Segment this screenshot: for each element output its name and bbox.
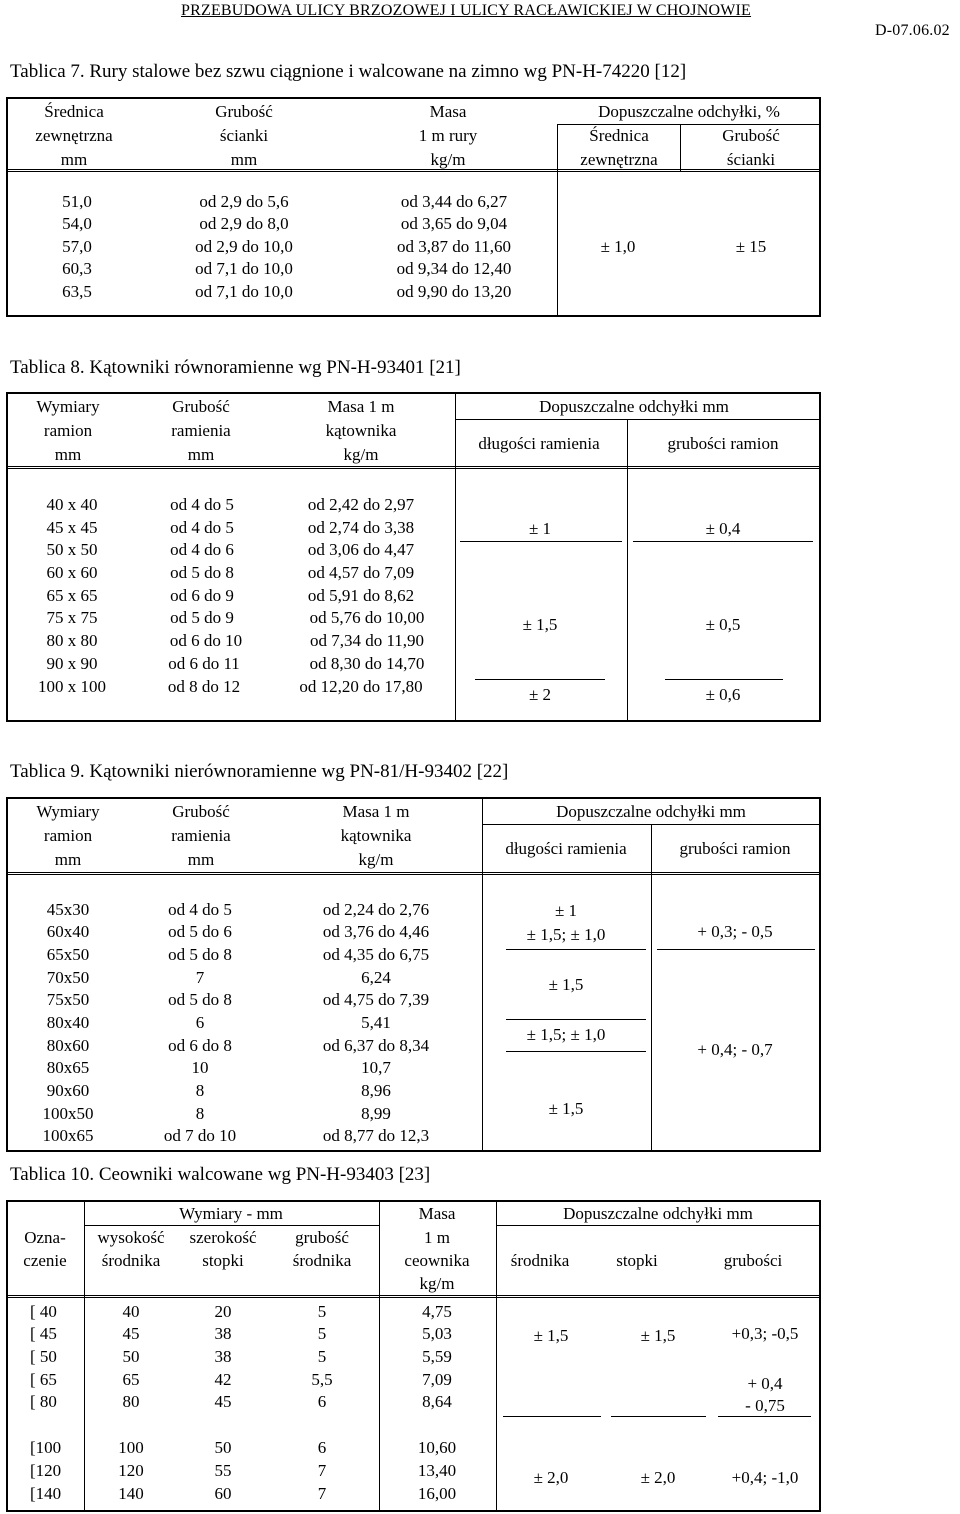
table9-tolerance-thickness: + 0,4; - 0,7 [697,1040,773,1059]
table10-group-separator [611,1416,706,1417]
table9-cell: od 5 do 6 [168,922,232,941]
table9-cell: od 6 do 8 [168,1036,232,1055]
table9-cell: 8 [195,1104,205,1123]
table10-group-separator [503,1416,601,1417]
table10-cell: 6 [317,1438,327,1457]
table7-divider [680,124,681,172]
table10-cell: 50 [214,1438,232,1457]
table10-tolerance-thickness: +0,3; -0,5 [731,1324,799,1343]
table9-header-mass: Masa 1 m [342,802,410,821]
table7-header-separator [6,169,821,172]
table10-header-web-height: wysokość [97,1228,165,1247]
table7-cell: od 9,90 do 13,20 [396,282,512,301]
table9-cell: od 5 do 8 [168,945,232,964]
table8-cell: od 5 do 9 [170,608,234,627]
table9-cell: od 8,77 do 12,3 [322,1126,430,1145]
table10-cell: 7 [317,1461,327,1480]
table8-header-mass: kg/m [343,445,379,464]
table9-cell: 80x65 [46,1058,90,1077]
document-header-title: PRZEBUDOWA ULICY BRZOZOWEJ I ULICY RACŁAWICKIEJ W CHOJNOWIE [181,2,752,19]
table9-tolerance-length: ± 1,5 [548,975,584,994]
table9-cell: 65x50 [46,945,90,964]
table8-tolerance-thickness: ± 0,5 [705,615,741,634]
table10-header-dimensions: Wymiary - mm [179,1204,283,1223]
table7-cell: 60,3 [62,259,92,278]
table10-header-designation: czenie [23,1251,67,1270]
table9-cell: od 7 do 10 [163,1126,237,1145]
table9-divider [651,824,652,1152]
table7-header-diameter: Średnica [44,102,104,121]
table9-header-mass: kg/m [358,850,394,869]
table8-cell: od 3,06 do 4,47 [307,540,415,559]
table10-cell: 38 [214,1324,232,1343]
table8-cell: od 6 do 10 [169,631,243,650]
table8-header-dimensions: Wymiary [36,397,100,416]
table8-cell: od 4,57 do 7,09 [307,563,415,582]
table10-header-web-height: środnika [101,1251,161,1270]
table10-header-mass: 1 m [424,1228,450,1247]
table8-cell: od 6 do 11 [168,654,240,673]
table10-tolerance-thickness: + 0,4 [747,1374,783,1393]
table8-cell: 60 x 60 [46,563,98,582]
table7-header-diameter: zewnętrzna [35,126,113,145]
table10-cell: 20 [214,1302,232,1321]
table10-cell: 4,75 [422,1302,452,1321]
table10-cell: 5,59 [422,1347,452,1366]
table10-header-tol-flange: stopki [616,1251,658,1270]
table8-cell: od 4 do 5 [170,495,234,514]
table10-header-tol-thickness: grubości [723,1251,783,1270]
table9-cell: 8 [195,1081,205,1100]
table10-divider [379,1200,380,1512]
table7-header-tolerances: Dopuszczalne odchyłki, % [598,102,780,121]
table7-header-tol-thickness: ścianki [726,150,776,169]
table9-cell: od 4 do 5 [168,900,232,919]
table9-cell: od 3,76 do 4,46 [322,922,430,941]
table9-cell: 100x65 [42,1126,94,1145]
table8-header-thickness: Grubość [172,397,230,416]
table9-header-tol-length: długości ramienia [505,839,627,858]
table7-cell: 54,0 [62,214,92,233]
table8-header-tol-thickness: grubości ramion [667,434,779,453]
table8-divider [455,392,456,722]
table8-group-separator [665,679,783,680]
table7-cell: od 2,9 do 10,0 [195,237,293,256]
table8-header-dimensions: ramion [43,421,93,440]
document-code: D-07.06.02 [875,22,950,39]
table9-header-tol-thickness: grubości ramion [679,839,791,858]
table7-cell: od 7,1 do 10,0 [195,282,293,301]
table10-header-mass: kg/m [419,1274,455,1293]
table9-header-mass: kątownika [340,826,412,845]
table9-cell: 10 [191,1058,209,1077]
table9-cell: 70x50 [46,968,90,987]
table10-cell: 5,03 [422,1324,452,1343]
table10-cell: 45 [214,1392,232,1411]
table10-cell: 6 [317,1392,327,1411]
table7-cell: od 7,1 do 10,0 [195,259,293,278]
table8-cell: od 7,34 do 11,90 [309,631,425,650]
table7-cell: od 2,9 do 5,6 [199,192,289,211]
table9-cell: 7 [195,968,205,987]
table8-tolerance-length: ± 2 [528,685,552,704]
table8-group-separator [475,679,605,680]
table7-header-mass: 1 m rury [418,126,478,145]
table10-cell: 60 [214,1484,232,1503]
table9-header-thickness: mm [187,850,215,869]
table9-tolerance-length: ± 1,5 [548,1099,584,1118]
table10-header-separator [6,1295,821,1298]
table8-cell: od 2,42 do 2,97 [307,495,415,514]
table10-header-tol-web: środnika [510,1251,570,1270]
table7-header-thickness: ścianki [219,126,269,145]
table8-cell: od 6 do 9 [170,586,234,605]
table9-cell: 75x50 [46,990,90,1009]
table8-title: Tablica 8. Kątowniki równoramienne wg PN-H-93401 [21] [10,357,461,378]
table10-cell: 80 [122,1392,140,1411]
table8-group-separator [633,541,813,542]
table8-cell: 100 x 100 [38,677,106,696]
table7-cell: 51,0 [62,192,92,211]
table10-cell: [100 [30,1438,62,1457]
table10-tolerance-web: ± 1,5 [533,1326,569,1345]
table9-group-separator [506,1019,646,1020]
table8-tolerance-thickness: ± 0,4 [705,519,741,538]
table9-cell: 8,99 [361,1104,391,1123]
table8-header-thickness: ramienia [171,421,231,440]
table8-header-dimensions: mm [54,445,82,464]
table10-cell: 5 [317,1302,327,1321]
table7-cell: od 2,9 do 8,0 [199,214,289,233]
table10-tolerance-flange: ± 2,0 [640,1468,676,1487]
table7-header-thickness: Grubość [215,102,273,121]
table10-title: Tablica 10. Ceowniki walcowane wg PN-H-93403 [23] [10,1164,431,1185]
table10-cell: 45 [122,1324,140,1343]
table9-cell: od 6,37 do 8,34 [322,1036,430,1055]
table7-divider [557,124,821,125]
table10-cell: [ 40 [30,1302,57,1321]
table10-cell: 40 [122,1302,140,1321]
table10-header-flange-width: stopki [202,1251,244,1270]
table9-cell: od 5 do 8 [168,990,232,1009]
table9-group-separator [506,949,646,950]
table7-tolerance-diameter: ± 1,0 [600,237,636,256]
table7-cell: 63,5 [62,282,92,301]
table7-header-diameter: mm [60,150,88,169]
table8-cell: od 2,74 do 3,38 [307,518,415,537]
table7-header-tol-thickness: Grubość [722,126,780,145]
table7-header-thickness: mm [230,150,258,169]
table8-header-mass: Masa 1 m [327,397,395,416]
table7-cell: od 3,65 do 9,04 [400,214,508,233]
table10-cell: 7 [317,1484,327,1503]
table9-tolerance-thickness: + 0,3; - 0,5 [697,922,773,941]
table10-header-mass: Masa [418,1204,456,1223]
table10-cell: 55 [214,1461,232,1480]
table8-cell: od 4 do 5 [170,518,234,537]
table9-cell: 80x60 [46,1036,90,1055]
table10-header-flange-width: szerokość [189,1228,257,1247]
table10-cell: [120 [30,1461,62,1480]
table10-group-separator [718,1416,811,1417]
table10-cell: 65 [122,1370,140,1389]
table9-cell: od 2,24 do 2,76 [322,900,430,919]
table9-header-thickness: Grubość [172,802,230,821]
table10-header-tolerances: Dopuszczalne odchyłki mm [563,1204,753,1223]
table9-cell: 5,41 [361,1013,391,1032]
table10-divider [84,1225,379,1226]
table9-cell: 90x60 [46,1081,90,1100]
table8-cell: 80 x 80 [46,631,98,650]
table9-cell: 10,7 [361,1058,391,1077]
table8-tolerance-length: ± 1 [528,519,552,538]
table8-cell: od 5,91 do 8,62 [307,586,415,605]
table10-cell: 10,60 [417,1438,457,1457]
table10-tolerance-thickness: - 0,75 [745,1396,785,1415]
table9-header-tolerances: Dopuszczalne odchyłki mm [556,802,746,821]
table10-header-designation: Ozna- [24,1228,66,1247]
table9-header-separator [6,872,821,875]
table8-header-separator [6,466,821,469]
table8-header-mass: kątownika [325,421,397,440]
table9-cell: od 4,75 do 7,39 [322,990,430,1009]
table10-cell: 5,5 [311,1370,333,1389]
table8-cell: 40 x 40 [46,495,98,514]
table9-header-dimensions: mm [54,850,82,869]
table10-header-web-thickness: grubość [295,1228,349,1247]
table8-cell: od 5,76 do 10,00 [309,608,425,627]
table8-cell: od 8,30 do 14,70 [309,654,425,673]
table9-cell: 60x40 [46,922,90,941]
table9-divider [482,797,483,1152]
table8-header-tolerances: Dopuszczalne odchyłki mm [539,397,729,416]
table10-cell: 5 [317,1324,327,1343]
table9-cell: 8,96 [361,1081,391,1100]
table8-header-thickness: mm [187,445,215,464]
table7-header-tol-diameter: Średnica [589,126,649,145]
table9-cell: 6,24 [361,968,391,987]
table7-header-mass: Masa [429,102,467,121]
table10-cell: [ 50 [30,1347,57,1366]
table7-divider [557,124,558,317]
table9-cell: 80x40 [46,1013,90,1032]
table8-divider [455,419,821,420]
table8-cell: od 8 do 12 [167,677,241,696]
table7-tolerance-thickness: ± 15 [735,237,767,256]
table10-cell: 5 [317,1347,327,1366]
table10-cell: 140 [118,1484,144,1503]
table9-cell: 6 [195,1013,205,1032]
table7-cell: od 3,87 do 11,60 [396,237,512,256]
table10-cell: 42 [214,1370,232,1389]
table7-cell: od 9,34 do 12,40 [396,259,512,278]
table7-header-tol-diameter: zewnętrzna [580,150,658,169]
table8-header-tol-length: długości ramienia [478,434,600,453]
table10-cell: 7,09 [422,1370,452,1389]
table9-divider [482,824,821,825]
table8-cell: od 5 do 8 [170,563,234,582]
table9-group-separator [506,1051,646,1052]
table10-cell: 13,40 [417,1461,457,1480]
table10-tolerance-thickness: +0,4; -1,0 [731,1468,799,1487]
table10-cell: 120 [118,1461,144,1480]
table9-cell: od 4,35 do 6,75 [322,945,430,964]
table8-tolerance-thickness: ± 0,6 [705,685,741,704]
table9-header-dimensions: ramion [43,826,93,845]
table10-cell: [ 65 [30,1370,57,1389]
table8-cell: 45 x 45 [46,518,98,537]
table10-divider [84,1200,85,1512]
table10-cell: [ 80 [30,1392,57,1411]
table8-group-separator [460,541,622,542]
table9-tolerance-length: ± 1 [554,901,578,920]
table8-cell: od 12,20 do 17,80 [299,677,423,696]
table9-group-separator [657,949,815,950]
table10-cell: 16,00 [417,1484,457,1503]
table10-cell: [ 45 [30,1324,57,1343]
table8-cell: od 4 do 6 [170,540,234,559]
table7-cell: od 3,44 do 6,27 [400,192,508,211]
table10-tolerance-flange: ± 1,5 [640,1326,676,1345]
table10-cell: 8,64 [422,1392,452,1411]
table8-cell: 65 x 65 [46,586,98,605]
table9-title: Tablica 9. Kątowniki nierównoramienne wg PN-81/H-93402 [22] [10,761,509,782]
table10-cell: [140 [30,1484,62,1503]
table9-header-thickness: ramienia [171,826,231,845]
table10-header-mass: ceownika [404,1251,470,1270]
table10-cell: 100 [118,1438,144,1457]
table10-header-web-thickness: środnika [292,1251,352,1270]
table8-tolerance-length: ± 1,5 [522,615,558,634]
table8-cell: 90 x 90 [46,654,98,673]
table10-tolerance-web: ± 2,0 [533,1468,569,1487]
table9-header-dimensions: Wymiary [36,802,100,821]
table9-cell: 100x50 [42,1104,94,1123]
table10-divider [496,1225,821,1226]
table7-title: Tablica 7. Rury stalowe bez szwu ciągnione i walcowane na zimno wg PN-H-74220 [12] [10,61,687,82]
table9-cell: 45x30 [46,900,90,919]
table8-cell: 75 x 75 [46,608,98,627]
table7-cell: 57,0 [62,237,92,256]
table7-header-mass: kg/m [430,150,466,169]
table9-tolerance-length: ± 1,5; ± 1,0 [526,925,606,944]
table10-cell: 50 [122,1347,140,1366]
table8-divider [627,419,628,722]
table8-cell: 50 x 50 [46,540,98,559]
table10-divider [496,1200,497,1512]
table9-tolerance-length: ± 1,5; ± 1,0 [526,1025,606,1044]
table10-cell: 38 [214,1347,232,1366]
